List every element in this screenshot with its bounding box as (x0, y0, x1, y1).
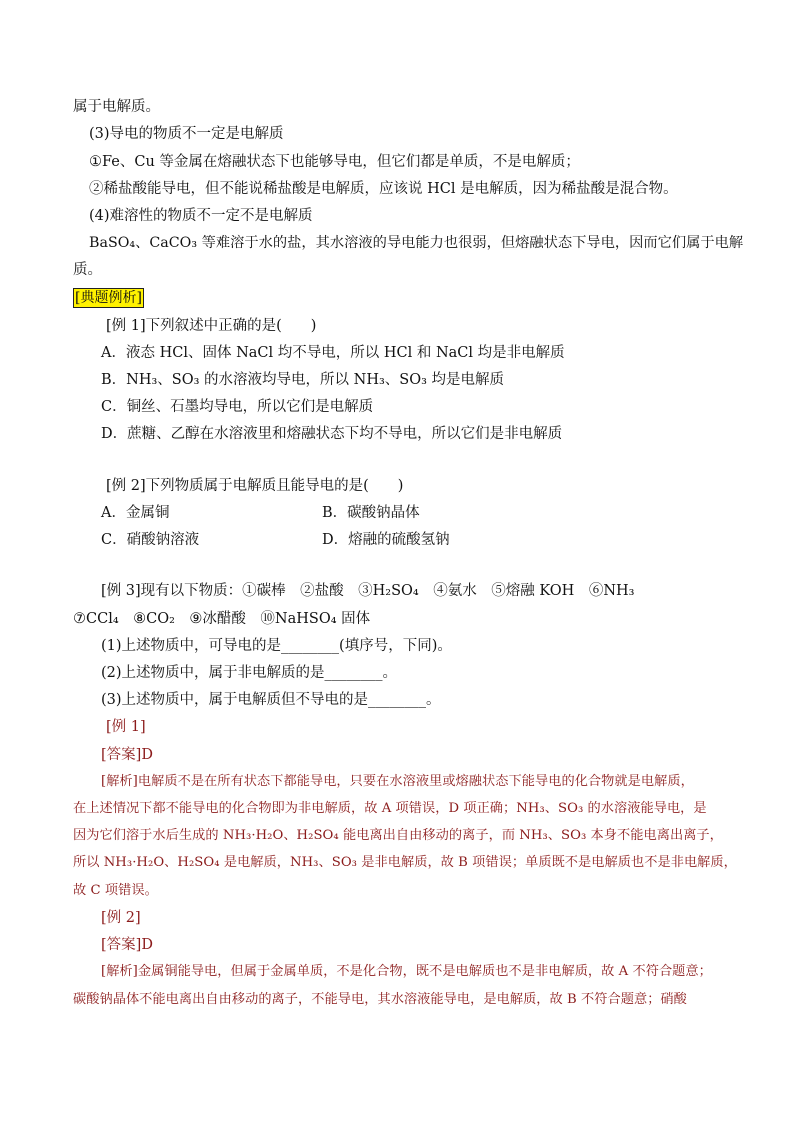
answer-1-label: [例 1] (106, 719, 146, 735)
text-line: (4)难溶性的物质不一定不是电解质 (89, 208, 313, 224)
text-line: 属于电解质。 (73, 99, 160, 115)
text-line: (3)导电的物质不一定是电解质 (89, 126, 284, 142)
answer-1-analysis: 因为它们溶于水后生成的 NH₃·H₂O、H₂SO₄ 能电离出自由移动的离子，而 NH₃、SO₃ 本身不能电离出离子， (73, 828, 723, 843)
example-1-option-a: A．液态 HCl、固体 NaCl 均不导电，所以 HCl 和 NaCl 均是非电解质 (101, 345, 565, 361)
example-1-stem: [例 1]下列叙述中正确的是( ) (106, 318, 317, 334)
example-3-question-3: (3)上述物质中，属于电解质但不导电的是________。 (101, 692, 441, 708)
example-2-option-c: C．硝酸钠溶液 (101, 532, 200, 548)
text-line: ②稀盐酸能导电，但不能说稀盐酸是电解质，应该说 HCl 是电解质，因为稀盐酸是混合物。 (89, 181, 678, 197)
answer-1-answer: [答案]D (101, 747, 153, 763)
example-2-option-d: D．熔融的硫酸氢钠 (322, 532, 450, 548)
example-2-option-a: A．金属铜 (101, 505, 170, 521)
example-1-option-c: C．铜丝、石墨均导电，所以它们是电解质 (101, 399, 374, 415)
answer-2-answer: [答案]D (101, 937, 153, 953)
example-3-question-1: (1)上述物质中，可导电的是________(填序号，下同)。 (101, 638, 452, 654)
answer-2-label: [例 2] (101, 910, 141, 926)
answer-1-analysis: 在上述情况下都不能导电的化合物即为非电解质，故 A 项错误，D 项正确；NH₃、SO₃ 的水溶液能导电，是 (73, 801, 707, 816)
example-3-question-2: (2)上述物质中，属于非电解质的是________。 (101, 665, 398, 681)
answer-2-analysis: 碳酸钠晶体不能电离出自由移动的离子，不能导电，其水溶液能导电，是电解质，故 B 不符合题意；硝酸 (73, 992, 687, 1007)
answer-1-analysis: 故 C 项错误。 (73, 883, 158, 898)
example-3-line-2: ⑦CCl₄ ⑧CO₂ ⑨冰醋酸 ⑩NaHSO₄ 固体 (73, 611, 371, 627)
answer-1-analysis: 所以 NH₃·H₂O、H₂SO₄ 是电解质，NH₃、SO₃ 是非电解质，故 B 项错误；单质既不是电解质也不是非电解质， (73, 855, 737, 870)
text-line: 质。 (73, 262, 102, 278)
example-1-option-d: D．蔗糖、乙醇在水溶液里和熔融状态下均不导电，所以它们是非电解质 (101, 426, 563, 442)
answer-1-analysis: [解析]电解质不是在所有状态下都能导电，只要在水溶液里或熔融状态下能导电的化合物就是电解质， (101, 774, 694, 789)
example-3-line-1: [例 3]现有以下物质：①碳棒 ②盐酸 ③H₂SO₄ ④氨水 ⑤熔融 KOH ⑥NH₃ (101, 583, 635, 599)
text-line: BaSO₄、CaCO₃ 等难溶于水的盐，其水溶液的导电能力也很弱，但熔融状态下导电，因而它们属于电解 (89, 235, 744, 251)
answer-2-analysis: [解析]金属铜能导电，但属于金属单质，不是化合物，既不是电解质也不是非电解质，故 A 不符合题意； (101, 964, 712, 979)
section-tag: [典题例析] (75, 290, 142, 306)
example-2-option-b: B．碳酸钠晶体 (322, 505, 420, 521)
example-2-stem: [例 2]下列物质属于电解质且能导电的是( ) (106, 478, 404, 494)
text-line: ①Fe、Cu 等金属在熔融状态下也能够导电，但它们都是单质，不是电解质； (89, 154, 580, 170)
example-1-option-b: B．NH₃、SO₃ 的水溶液均导电，所以 NH₃、SO₃ 均是电解质 (101, 372, 505, 388)
